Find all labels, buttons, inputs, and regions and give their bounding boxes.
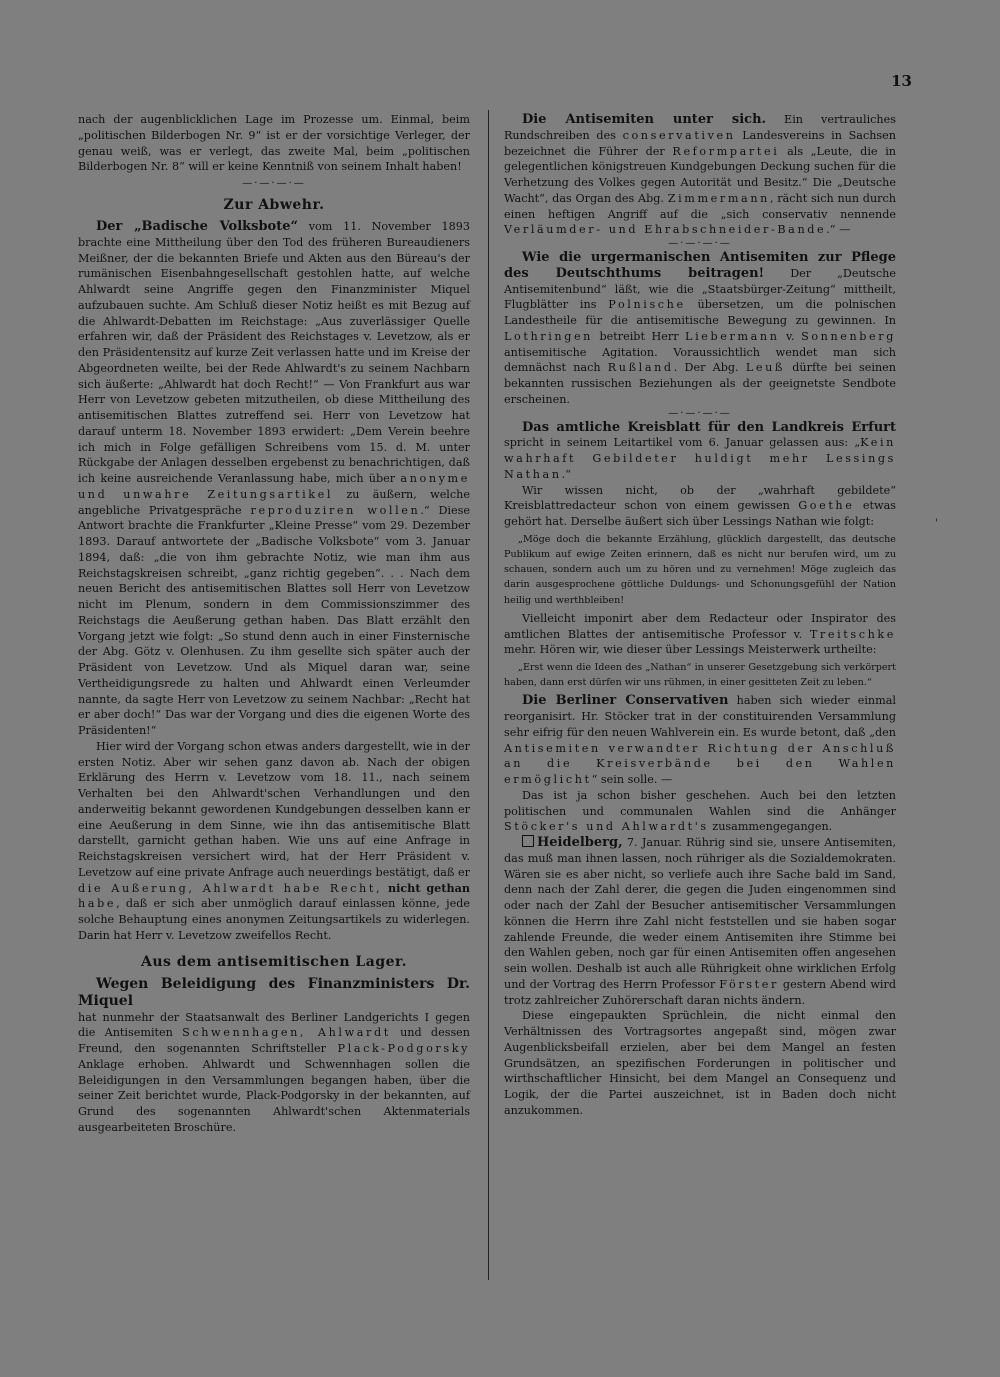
article-text: und dessen Freund, den sogenannten Schriftsteller	[78, 1026, 471, 1055]
spaced-text: Antisemiten verwandter Richtung der Anschluß an die Kreisverbände bei den Wahlen ermöglicht	[504, 741, 896, 787]
article-text: zusammengegangen.	[708, 820, 833, 834]
spaced-text: anonyme und unwahre Zeitungsartikel	[78, 472, 470, 501]
article-lead: Die Berliner Conservativen	[522, 693, 729, 709]
spaced-text: Rußland	[607, 361, 674, 375]
article-text: Das ist ja schon bisher geschehen. Auch bei den letzten politischen und communalen Wahlen sind die Anhänger	[504, 788, 896, 818]
article-miquel-body	[78, 1010, 470, 1136]
article-text: antisemitische Agitation. Voraussichtlich wendet man sich demnächst nach	[504, 345, 896, 375]
spaced-text: Goethe	[798, 499, 855, 513]
bold-text: nicht gethan	[382, 880, 470, 895]
article-badischer-volksbote	[78, 219, 470, 739]
article-lead: Der „Badische Volksbote“	[96, 219, 298, 234]
article-lead: Wie die urgermanischen Antisemiten zur Pflege des Deutschthums beitragen!	[504, 250, 896, 281]
article-lead: Das amtliche Kreisblatt für den Landkreis Erfurt	[522, 419, 896, 435]
spaced-text: Schwennhagen, Ahlwardt	[182, 1026, 391, 1040]
article-text: mehr. Hören wir, wie dieser über Lessings Meisterwerk urtheilte:	[504, 643, 877, 657]
box-icon	[522, 835, 534, 847]
article-paragraph	[504, 788, 896, 835]
article-text: .“ —	[826, 223, 851, 237]
article-kreisblatt-erfurt	[504, 420, 896, 483]
article-text: betreibt Herr	[592, 329, 686, 343]
article-text: . Der Abg.	[673, 361, 746, 375]
article-text: v.	[779, 329, 802, 343]
spaced-text: conservativen	[622, 128, 736, 142]
article-paragraph: Diese eingepaukten Sprüchlein, die nicht einmal den Verhältnissen des Vortragsortes angepaßt sind, mögen zwar Augenblicksbeifall erzielen, aber bei dem Mangel an festen Grundsätzen, an spezifischen Forderungen in politischer und wirthschaftlicher Hinsicht, bei dem Mangel an Consequenz und Logik, der die Partei auszeichnet, ist in Baden doch nicht anzukommen.	[504, 1009, 896, 1117]
article-paragraph	[78, 739, 470, 944]
spaced-text: Zimmermann	[667, 191, 770, 205]
separator: —·—·—·—	[242, 178, 306, 189]
article-text: als „Leute, die in gelegentlichen königstreuen Kundgebungen Deckung suchen für die Verhetzung des Volkes gegen Autorität und Besitz.“ Die „Deutsche Wacht“, das Organ des Abg.	[504, 144, 896, 205]
article-text: haben sich wieder einmal reorganisirt. Hr. Stöcker trat in der constituirenden Versammlung sehr eifrig für den neuen Wahlverein ein. Es wurde betont, daß „den	[504, 694, 896, 739]
spaced-text: Leuß	[745, 361, 785, 375]
article-urgermanische-antisemiten	[504, 250, 896, 408]
separator: —·—·—·—	[668, 238, 732, 249]
spaced-text: Sonnenberg	[801, 329, 896, 343]
article-text: dürfte bei seinen bekannten russischen Beziehungen als der geeignetste Sendbote erscheinen.	[504, 361, 896, 406]
article-text: Anklage erhoben. Ahlwardt und Schwennhagen sollen die Beleidigungen in den Versammlungen begangen haben, über die seiner Zeit berichtet wurde, Plack-Podgorsky in der bekannten, auf Grund des sogenannten Ahlwardt'schen Aktenmaterials ausgearbeiteten Broschüre.	[78, 1057, 470, 1134]
spaced-text: Liebermann	[685, 329, 780, 343]
spaced-text: Reformpartei	[672, 144, 780, 158]
article-berliner-conservativen	[504, 693, 896, 788]
spaced-text: habe	[78, 897, 117, 911]
article-text: Vielleicht imponirt aber dem Redacteur oder Inspirator des amtlichen Blattes der antisemitische Professor v.	[504, 611, 896, 641]
article-text: übersetzen, um die polnischen Landestheile für die antisemitische Bewegung zu gewinnen. In	[504, 298, 897, 327]
spaced-text: Stöcker's und Ahlwardt's	[504, 820, 709, 834]
column-divider	[488, 110, 489, 1280]
section-heading-antisemitischen-lager: Aus dem antisemitischen Lager.	[140, 953, 408, 970]
article-paragraph	[504, 483, 896, 530]
article-text: 7. Januar. Rührig sind sie, unsere Antisemiten, das muß man ihnen lassen, noch rühriger als die Sozialdemokraten. Wären sie es aber nicht, so verliefe auch ihre Sache bald im Sand, denn nach der Zahl derer, die gegen die Juden eingenommen sind oder nach der Zahl der Besucher antisemitischer Versammlungen können die Herrn ihre Zahl nicht feststellen und sie haben sogar zahlende Freunde, die weder einem Antisemiten ihre Stimme bei den Wahlen geben, noch gar für einen Antisemiten offen angesehen sein wollen. Deshalb ist auch alle Rührigkeit ohne wirklichen Erfolg und der Vortrag des Herrn Professor	[504, 836, 896, 991]
spaced-text: die Außerung, Ahlwardt habe Recht,	[78, 881, 383, 895]
article-text: , rächt sich nun durch einen heftigen Angriff auf die „sich conservativ nennende	[504, 191, 896, 221]
article-text: , daß er sich aber unmöglich darauf einlassen könne, jede solche Behauptung eines anonymen Zeitungsartikels zu widerlegen. Darin hat Herr v. Levetzow zweifellos Recht.	[78, 897, 470, 942]
article-text: Landesvereins in Sachsen bezeichnet die Führer der	[504, 128, 896, 158]
article-text: zu äußern, welche angebliche Privatgespräche	[78, 487, 470, 517]
paragraph-continuation: nach der augenblicklichen Lage im Prozesse um. Einmal, beim „politischen Bilderbogen Nr. 9“ ist er der vorsichtige Verleger, der genau weiß, was er verlegt, das zweite Mal, beim „politischen Bilderbogen Nr. 8“ will er keine Kenntniß von seinem Inhalt haben!	[78, 113, 470, 174]
article-text: hat nunmehr der Staatsanwalt des Berliner Landgerichts I gegen die Antisemiten	[78, 1010, 470, 1040]
spaced-text: Lothringen	[504, 329, 593, 343]
spaced-text: reproduziren wollen	[250, 503, 421, 517]
spaced-text: Treitschke	[809, 627, 896, 641]
left-column	[78, 112, 470, 1136]
section-heading-zur-abwehr: Zur Abwehr.	[223, 197, 325, 213]
spaced-text: Polnische	[608, 298, 686, 312]
article-text: Der „Deutsche Antisemitenbund“ läßt, wie die „Staatsbürger-Zeitung“ mittheilt, Flugblätter ins	[504, 266, 896, 312]
article-text: spricht in seinem Leitartikel vom 6. Januar gelassen aus: „	[504, 436, 861, 450]
article-text: Wir wissen nicht, ob der „wahrhaft gebildete“ Kreisblattredacteur schon von einem gewissen	[504, 483, 896, 513]
article-text: vom 11. November 1893 brachte eine Mittheilung über den Tod des früheren Bureaudieners Meißner, der die bekannten Briefe und Akten aus den Büreau's der rumänischen Eisenbahngesellschaft gestohlen hatte, auf welche Ahlwardt seine Angriffe gegen den Finanzminister Miquel aufzubauen suchte. Am Schluß dieser Notiz heißt es mit Bezug auf die Ahlwardt-Debatten im Reichstage: „Aus zuverlässiger Quelle erfahren wir, daß der Präsident des Reichstages v. Levetzow, als er den Präsidentensitz auf kurze Zeit verlassen hatte und im Kreise der Abgeordneten weilte, bei der Rede Ahlwardt's zu seinem Nachbarn sich äußerte: „Ahlwardt hat doch Recht!“ — Von Frankfurt aus war Herr von Levetzow gebeten mitzutheilen, ob diese Mittheilung des antisemitischen Blattes zutreffend sei. Herr von Levetzow hat darauf unterm 18. November 1893 erwidert: „Dem Verein beehre ich mich in Folge gefälligen Schreibens vom 15. d. M. unter Rückgabe der Anlagen desselben ergebenst zu benachrichtigen, daß ich keine ausreichende Veranlassung habe, mich über	[78, 220, 471, 485]
article-text: .“ Diese Antwort brachte die Frankfurter „Kleine Presse“ vom 29. Dezember 1893. Darauf antwortete der „Badische Volksbote“ vom 3. Januar 1894, daß: „die von ihm gebrachte Notiz, wie man ihm aus Reichstagskreisen schreibt, „ganz richtig gegeben“. . . Nach dem neuen Bericht des antisemitischen Blattes soll Herr von Levetzow nicht im Plenum, sondern in dem Commissionszimmer des Reichstags die Aeußerung gethan haben. Das Blatt erzählt den Vorgang jetzt wie folgt: „So stund denn auch in einer Finsternische der Abg. Götz v. Olenhusen. Zu ihm gesellte sich später auch der Präsident von Levetzow. Und als Miquel daran war, seine Vertheidigungsrede zu halten und Ahlwardt einen Verleumder nannte, da sagte Herr von Levetzow zu seinem Nachbar: „Recht hat er aber doch!“ Das war der Vorgang und dies die eigenen Worte des Präsidenten!“	[78, 503, 470, 737]
spaced-text: Verläumder- und Ehrabschneider-Bande	[504, 223, 827, 237]
article-text: Ein vertrauliches Rundschreiben des	[504, 113, 897, 142]
right-column	[504, 112, 896, 1119]
separator: —·—·—·—	[668, 407, 732, 419]
article-text: gestern Abend wird trotz zahlreicher Zuhörerschaft daran nichts ändern.	[504, 977, 896, 1007]
spaced-text: Förster	[719, 977, 779, 991]
quote-treitschke: „Erst wenn die Ideen des „Nathan“ in unserer Gesetzgebung sich verkörpert haben, dann erst dürfen wir uns rühmen, in einer gesitteten Zeit zu leben.“	[504, 662, 896, 689]
article-text: .“	[561, 467, 571, 481]
page-number: 13	[891, 72, 912, 90]
spaced-text: Plack-Podgorsky	[337, 1042, 470, 1055]
article-text: etwas gehört hat. Derselbe äußert sich über Lessings Nathan wie folgt:	[504, 499, 896, 528]
article-heidelberg	[504, 835, 896, 1008]
article-antisemiten-unter-sich	[504, 112, 896, 238]
article-title-miquel: Wegen Beleidigung des Finanzministers Dr. Miquel	[78, 975, 470, 1009]
article-text: Hier wird der Vorgang schon etwas anders dargestellt, wie in der ersten Notiz. Aber wir sehen ganz davon ab. Nach der obigen Erklärung des Herrn v. Levetzow vom 18. 11., nach seinem Verhalten bei den Ahlwardt'schen Verhandlungen und den anderweitig bekannt gewordenen Kundgebungen desselben kann er eine Aeußerung in dem Sinne, wie ihn das antisemitische Blatt darstellt, garnicht gethan haben. Wie uns auf eine Anfrage in Reichstagskreisen versichert wird, hat der Herr Präsident v. Levetzow auf eine private Anfrage auch neuerdings bestätigt, daß er	[78, 739, 470, 879]
article-lead: Die Antisemiten unter sich.	[522, 112, 767, 127]
spaced-text: Kein wahrhaft Gebildeter huldigt mehr Lessings Nathan	[504, 436, 896, 481]
article-lead: Heidelberg,	[537, 835, 623, 851]
margin-mark: '	[935, 518, 938, 529]
quote-goethe: „Möge doch die bekannte Erzählung, glücklich dargestellt, das deutsche Publikum auf ewige Zeiten erinnern, daß es nicht nur berufen wird, um zu schauen, sondern auch um zu hören und zu vernehmen! Möge zugleich das darin ausgesprochene göttliche Duldungs- und Schonungsgefühl der Nation heilig und werthbleiben!	[504, 533, 896, 606]
article-text: “ sein solle. —	[591, 773, 673, 787]
article-paragraph	[504, 611, 896, 658]
